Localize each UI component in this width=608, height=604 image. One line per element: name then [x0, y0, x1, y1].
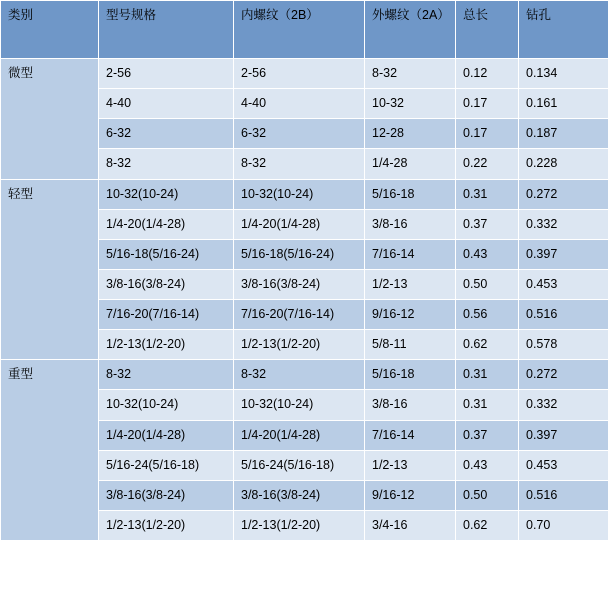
- cell-model: 10-32(10-24): [99, 179, 234, 209]
- cell-total-length: 0.31: [456, 179, 519, 209]
- cell-internal-thread: 10-32(10-24): [234, 179, 365, 209]
- cell-drill: 0.228: [519, 149, 608, 179]
- cell-total-length: 0.50: [456, 269, 519, 299]
- cell-external-thread: 5/16-18: [365, 360, 456, 390]
- cell-model: 10-32(10-24): [99, 390, 234, 420]
- cell-total-length: 0.37: [456, 420, 519, 450]
- cell-external-thread: 10-32: [365, 89, 456, 119]
- cell-external-thread: 12-28: [365, 119, 456, 149]
- cell-internal-thread: 7/16-20(7/16-14): [234, 300, 365, 330]
- cell-model: 8-32: [99, 360, 234, 390]
- cell-model: 3/8-16(3/8-24): [99, 269, 234, 299]
- cell-internal-thread: 10-32(10-24): [234, 390, 365, 420]
- cell-total-length: 0.17: [456, 89, 519, 119]
- table-row: [1, 179, 608, 209]
- cell-external-thread: 9/16-12: [365, 480, 456, 510]
- cell-total-length: 0.43: [456, 239, 519, 269]
- cell-model: 8-32: [99, 149, 234, 179]
- table-row: [1, 59, 608, 89]
- table-row: [1, 360, 608, 390]
- cell-drill: 0.161: [519, 89, 608, 119]
- cell-internal-thread: 5/16-24(5/16-18): [234, 450, 365, 480]
- cell-drill: 0.397: [519, 239, 608, 269]
- header-row: [1, 1, 608, 59]
- cell-external-thread: 3/8-16: [365, 209, 456, 239]
- column-header-total-length: 总长: [456, 1, 519, 59]
- cell-model: 2-56: [99, 59, 234, 89]
- cell-model: 3/8-16(3/8-24): [99, 480, 234, 510]
- cell-external-thread: 1/4-28: [365, 149, 456, 179]
- cell-internal-thread: 3/8-16(3/8-24): [234, 269, 365, 299]
- cell-total-length: 0.37: [456, 209, 519, 239]
- cell-external-thread: 7/16-14: [365, 420, 456, 450]
- cell-internal-thread: 1/4-20(1/4-28): [234, 420, 365, 450]
- cell-drill: 0.332: [519, 390, 608, 420]
- cell-model: 4-40: [99, 89, 234, 119]
- cell-model: 1/2-13(1/2-20): [99, 330, 234, 360]
- cell-total-length: 0.43: [456, 450, 519, 480]
- cell-drill: 0.187: [519, 119, 608, 149]
- cell-model: 6-32: [99, 119, 234, 149]
- cell-drill: 0.516: [519, 300, 608, 330]
- cell-external-thread: 3/4-16: [365, 510, 456, 540]
- category-cell-light: 轻型: [1, 179, 99, 360]
- cell-total-length: 0.62: [456, 330, 519, 360]
- cell-total-length: 0.17: [456, 119, 519, 149]
- cell-model: 1/4-20(1/4-28): [99, 209, 234, 239]
- column-header-internal-thread: 内螺纹（2B）: [234, 1, 365, 59]
- cell-drill: 0.578: [519, 330, 608, 360]
- cell-total-length: 0.56: [456, 300, 519, 330]
- cell-internal-thread: 3/8-16(3/8-24): [234, 480, 365, 510]
- cell-internal-thread: 8-32: [234, 360, 365, 390]
- cell-drill: 0.453: [519, 269, 608, 299]
- cell-total-length: 0.31: [456, 390, 519, 420]
- cell-drill: 0.134: [519, 59, 608, 89]
- cell-drill: 0.70: [519, 510, 608, 540]
- column-header-model: 型号规格: [99, 1, 234, 59]
- cell-external-thread: 7/16-14: [365, 239, 456, 269]
- cell-internal-thread: 2-56: [234, 59, 365, 89]
- category-cell-micro: 微型: [1, 59, 99, 180]
- cell-external-thread: 3/8-16: [365, 390, 456, 420]
- cell-internal-thread: 8-32: [234, 149, 365, 179]
- cell-external-thread: 5/8-11: [365, 330, 456, 360]
- category-cell-heavy: 重型: [1, 360, 99, 541]
- cell-external-thread: 1/2-13: [365, 269, 456, 299]
- cell-drill: 0.272: [519, 179, 608, 209]
- cell-internal-thread: 4-40: [234, 89, 365, 119]
- cell-total-length: 0.50: [456, 480, 519, 510]
- cell-drill: 0.272: [519, 360, 608, 390]
- column-header-category: 类别: [1, 1, 99, 59]
- cell-total-length: 0.12: [456, 59, 519, 89]
- table-header: [1, 1, 608, 59]
- cell-model: 7/16-20(7/16-14): [99, 300, 234, 330]
- cell-external-thread: 1/2-13: [365, 450, 456, 480]
- cell-total-length: 0.31: [456, 360, 519, 390]
- cell-drill: 0.397: [519, 420, 608, 450]
- cell-external-thread: 5/16-18: [365, 179, 456, 209]
- column-header-drill: 钻孔: [519, 1, 608, 59]
- cell-external-thread: 8-32: [365, 59, 456, 89]
- column-header-external-thread: 外螺纹（2A）: [365, 1, 456, 59]
- cell-internal-thread: 5/16-18(5/16-24): [234, 239, 365, 269]
- cell-drill: 0.453: [519, 450, 608, 480]
- cell-model: 5/16-24(5/16-18): [99, 450, 234, 480]
- cell-model: 5/16-18(5/16-24): [99, 239, 234, 269]
- cell-drill: 0.332: [519, 209, 608, 239]
- cell-internal-thread: 1/4-20(1/4-28): [234, 209, 365, 239]
- cell-internal-thread: 1/2-13(1/2-20): [234, 330, 365, 360]
- cell-model: 1/2-13(1/2-20): [99, 510, 234, 540]
- cell-total-length: 0.22: [456, 149, 519, 179]
- cell-internal-thread: 1/2-13(1/2-20): [234, 510, 365, 540]
- table-body: [1, 59, 608, 541]
- cell-internal-thread: 6-32: [234, 119, 365, 149]
- cell-total-length: 0.62: [456, 510, 519, 540]
- cell-model: 1/4-20(1/4-28): [99, 420, 234, 450]
- cell-drill: 0.516: [519, 480, 608, 510]
- cell-external-thread: 9/16-12: [365, 300, 456, 330]
